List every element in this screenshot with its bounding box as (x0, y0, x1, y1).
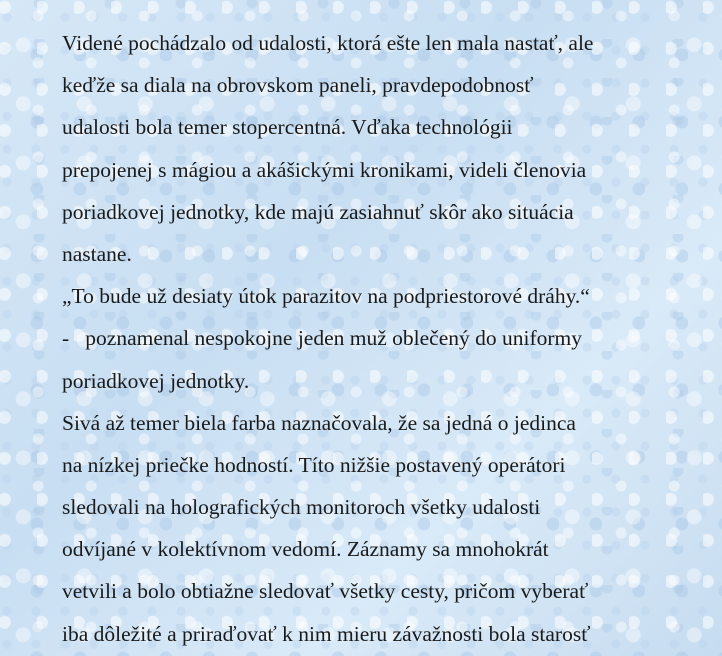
text-line: poriadkovej jednotky. (62, 368, 250, 393)
text-line: vetvili a bolo obtiažne sledovať všetky cesty, pričom vyberať (62, 579, 589, 604)
document-body (62, 22, 712, 655)
text-line: iba dôležité a priraďovať k nim mieru závažnosti bola starosť (62, 621, 591, 646)
text-line: prepojenej s mágiou a akášickými kronikami, videli členovia (62, 157, 587, 182)
dialogue-attribution-line: - poznamenal nespokojne jeden muž oblečený do uniformy (62, 326, 583, 351)
text-line: Videné pochádzalo od udalosti, ktorá ešte len mala nastať, ale (62, 31, 594, 55)
text-line: keďže sa diala na obrovskom paneli, pravdepodobnosť (62, 73, 534, 98)
dialogue-line: „To bude už desiaty útok parazitov na podpriestorové dráhy.“ (62, 284, 590, 309)
text-line: udalosti bola temer stopercentná. Vďaka technológii (62, 115, 513, 140)
text-line: poriadkovej jednotky, kde majú zasiahnuť skôr ako situácia (62, 199, 574, 224)
text-line: Sivá až temer biela farba naznačovala, že sa jedná o jedinca (62, 410, 576, 435)
text-line: na nízkej priečke hodností. Títo nižšie postavený operátori (62, 452, 566, 477)
text-line: sledovali na holografických monitoroch všetky udalosti (62, 495, 541, 520)
text-line: nastane. (62, 241, 132, 266)
text-line: odvíjané v kolektívnom vedomí. Záznamy sa mnohokrát (62, 537, 549, 562)
